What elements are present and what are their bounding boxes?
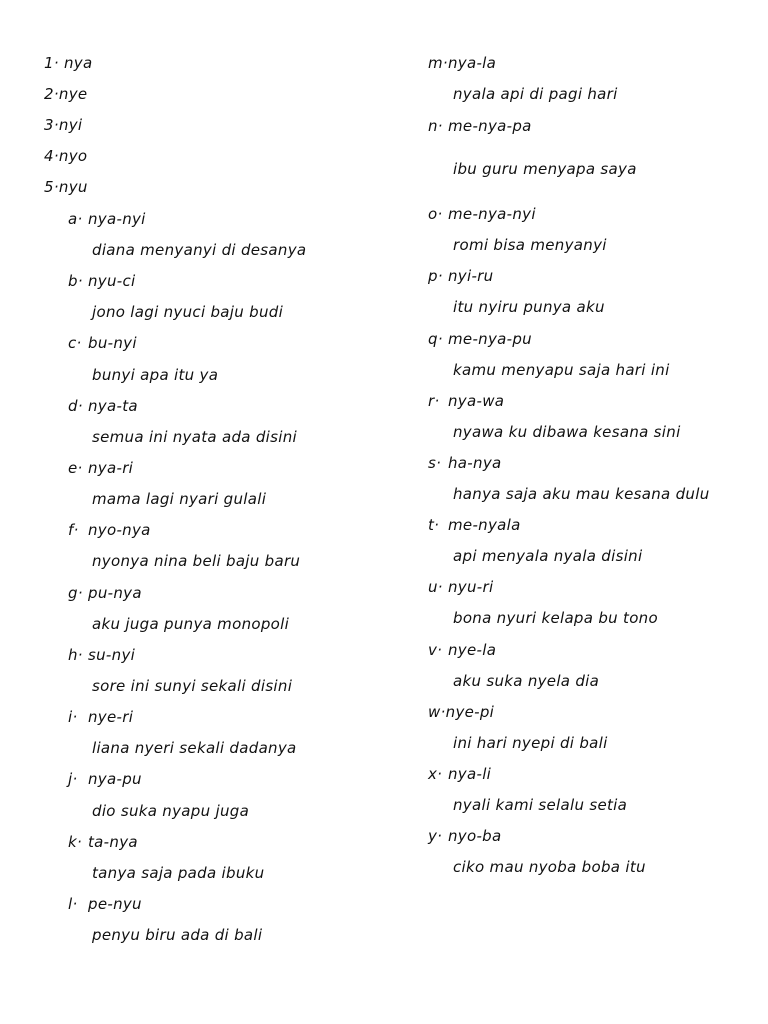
word: pe-nyu	[88, 895, 142, 913]
item-sentence: ibu guru menyapa saya	[453, 160, 637, 178]
item-marker: n·	[428, 117, 443, 135]
word: nye-pi	[445, 703, 495, 721]
syllable: nya	[64, 54, 93, 72]
item-marker: u·	[428, 578, 443, 596]
item-marker: h·	[68, 646, 83, 664]
word: nya-ri	[88, 459, 134, 477]
word: me-nya-pu	[448, 330, 532, 348]
word: me-nya-pa	[448, 117, 532, 135]
item-word	[428, 827, 502, 845]
item-word	[68, 521, 151, 539]
item-marker: 3·	[44, 116, 59, 134]
word: nya-wa	[448, 392, 505, 410]
item-sentence: bunyi apa itu ya	[92, 366, 219, 384]
item-word	[428, 117, 532, 135]
item-marker: k·	[68, 833, 83, 851]
syllable: nyo	[58, 147, 88, 165]
item-sentence: api menyala nyala disini	[453, 547, 643, 565]
word: nye-ri	[88, 708, 134, 726]
word: pu-nya	[88, 584, 142, 602]
item-marker: 4·	[44, 147, 59, 165]
word: me-nya-nyi	[448, 205, 536, 223]
item-sentence: nyali kami selalu setia	[453, 796, 628, 814]
item-sentence: ciko mau nyoba boba itu	[453, 858, 646, 876]
item-marker: d·	[68, 397, 83, 415]
item-marker: j·	[68, 770, 78, 788]
word: nya-pu	[88, 770, 142, 788]
item-marker: 2·	[44, 85, 59, 103]
item-word	[68, 646, 135, 664]
item-marker: r·	[428, 392, 440, 410]
item-marker: b·	[68, 272, 83, 290]
word: nye-la	[448, 641, 497, 659]
item-marker: q·	[428, 330, 443, 348]
item-word	[68, 459, 133, 477]
item-sentence: nyala api di pagi hari	[453, 85, 618, 103]
item-word	[428, 54, 496, 72]
item-word	[68, 272, 136, 290]
word: nya-la	[447, 54, 497, 72]
numbered-item	[44, 147, 87, 165]
item-sentence: aku suka nyela dia	[453, 672, 600, 690]
word: nya-ta	[88, 397, 138, 415]
item-marker: m·	[428, 54, 448, 72]
item-marker: x·	[428, 765, 443, 783]
item-marker: w·	[428, 703, 446, 721]
item-sentence: dio suka nyapu juga	[92, 802, 250, 820]
item-marker: a·	[68, 210, 83, 228]
word: nyi-ru	[448, 267, 494, 285]
item-marker: o·	[428, 205, 443, 223]
item-word	[428, 392, 504, 410]
item-word	[68, 210, 146, 228]
item-word	[68, 708, 133, 726]
item-sentence: nyonya nina beli baju baru	[92, 552, 301, 570]
item-marker: g·	[68, 584, 83, 602]
word: nya-nyi	[88, 210, 146, 228]
item-sentence: liana nyeri sekali dadanya	[92, 739, 297, 757]
item-marker: s·	[428, 454, 442, 472]
numbered-item	[44, 178, 88, 196]
item-sentence: bona nyuri kelapa bu tono	[453, 609, 658, 627]
item-marker: t·	[428, 516, 440, 534]
word: nyo-nya	[88, 521, 151, 539]
word: bu-nyi	[88, 334, 137, 352]
word: nya-li	[448, 765, 492, 783]
word: su-nyi	[88, 646, 136, 664]
item-marker: 5·	[44, 178, 59, 196]
item-word	[68, 895, 142, 913]
item-sentence: kamu menyapu saja hari ini	[453, 361, 670, 379]
word: nyu-ci	[88, 272, 136, 290]
numbered-item	[44, 85, 87, 103]
item-sentence: romi bisa menyanyi	[453, 236, 607, 254]
item-sentence: semua ini nyata ada disini	[92, 428, 297, 446]
item-marker: i·	[68, 708, 78, 726]
item-marker: y·	[428, 827, 443, 845]
item-word	[428, 703, 494, 721]
item-word	[68, 770, 142, 788]
syllable: nyu	[58, 178, 88, 196]
item-sentence: hanya saja aku mau kesana dulu	[453, 485, 710, 503]
numbered-item	[44, 54, 92, 72]
item-sentence: jono lagi nyuci baju budi	[92, 303, 284, 321]
item-word	[68, 584, 142, 602]
item-marker: f·	[68, 521, 79, 539]
item-marker: c·	[68, 334, 82, 352]
item-marker: 1·	[44, 54, 59, 72]
word: nyo-ba	[448, 827, 502, 845]
item-word	[428, 330, 532, 348]
item-word	[428, 578, 493, 596]
item-sentence: mama lagi nyari gulali	[92, 490, 267, 508]
item-sentence: itu nyiru punya aku	[453, 298, 605, 316]
item-word	[68, 334, 137, 352]
word: nyu-ri	[448, 578, 494, 596]
word: ta-nya	[88, 833, 138, 851]
item-word	[428, 516, 521, 534]
item-word	[428, 454, 502, 472]
item-word	[428, 765, 491, 783]
item-sentence: tanya saja pada ibuku	[92, 864, 265, 882]
item-sentence: sore ini sunyi sekali disini	[92, 677, 293, 695]
item-sentence: penyu biru ada di bali	[92, 926, 263, 944]
item-sentence: diana menyanyi di desanya	[92, 241, 307, 259]
syllable: nyi	[58, 116, 83, 134]
item-word	[428, 205, 536, 223]
item-sentence: ini hari nyepi di bali	[453, 734, 608, 752]
item-marker: v·	[428, 641, 443, 659]
item-sentence: nyawa ku dibawa kesana sini	[453, 423, 681, 441]
item-marker: e·	[68, 459, 83, 477]
item-marker: l·	[68, 895, 78, 913]
item-word	[68, 397, 138, 415]
item-word	[428, 267, 493, 285]
item-word	[68, 833, 138, 851]
numbered-item	[44, 116, 82, 134]
item-word	[428, 641, 496, 659]
item-marker: p·	[428, 267, 443, 285]
item-sentence: aku juga punya monopoli	[92, 615, 290, 633]
word: ha-nya	[448, 454, 502, 472]
word: me-nyala	[448, 516, 521, 534]
syllable: nye	[58, 85, 88, 103]
